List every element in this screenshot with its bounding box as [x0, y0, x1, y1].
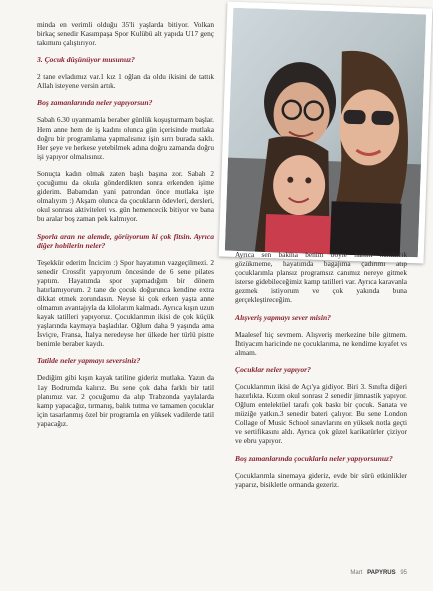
question-heading: Boş zamanlarında neler yapıyorsun? — [37, 98, 153, 108]
footer-brand: PAPYRUS — [367, 570, 396, 576]
family-selfie-photo — [219, 2, 433, 264]
paragraph: 2 tane evladımız var.1 kız 1 oğlan da oldu ikisini de tattık Allah isteyene versin artık. — [37, 72, 214, 91]
question-heading: 3. Çocuk düşünüyor musunuz? — [37, 55, 135, 65]
footer-month: Mart — [350, 570, 363, 576]
article-right-column — [235, 250, 407, 497]
paragraph: Maalesef hiç sevmem. Alışveriş merkezine bile gitmem. İhtiyacım haricinde ne çocuklarıma, ne kendime kıyafet vs almam. — [235, 329, 407, 357]
question-heading: Çocuklar neler yapıyor? — [235, 364, 311, 374]
question-heading: Boş zamanlarında çocuklarla neler yapıyorsunuz? — [235, 453, 393, 463]
paragraph: Ayrıca sen bakma benim böyle hanım hanımcık gözükmeme, hayatımda bagajıma çadırımı atıp çocuklarımla plansız programsız canımız nereye gitmek isterse gidebileceğimiz kamp tatilleri var. Ayrıca karavanla gezmek istiyorum ve çok yakında buna gerçekleştireceğim. — [235, 250, 407, 305]
page-number: 95 — [400, 570, 407, 576]
paragraph: Çocuklarımın ikisi de Açı'ya gidiyor. Biri 3. Sınıfta diğeri hazırlıkta. Kızım okul sonrası 2 senedir jimnastik yapıyor. Oğlum entelektüel tarafı çok baskı bir çocuk. Sanata ve müziğe yatkın.3 senedir bateri çalıyor. Bu sene London Collage of Music School sınavlarını en yüksek notla geçti ve sertifikasını aldı. Ayrıca çok güzel karikatürler çiziyor ve ebru yapıyor. — [235, 381, 407, 446]
paragraph: Dediğim gibi kışın kayak tatiline gideriz mutlaka. Yazın da 1ay Bodrumda kalırız. Bu sene çok daha farklı bir tatil planımız var. 2 çocuğumu da alıp Trabzonda yaylalarda kamp yapacağız, tırmanış, balık tutma ve tamamen çocuklar için tasarlanmış özel bir programla en yüksek vadilerde tatil yapacağız. — [37, 373, 214, 428]
question-heading: Alışveriş yapmayı sever misin? — [235, 312, 331, 322]
question-heading: Tatilde neler yapmayı seversiniz? — [37, 356, 141, 366]
paragraph: Teşekkür ederim İncicim :) Spor hayatımın vazgeçilmezi. 2 senedir Crossfit yapıyorum öncesinde de 6 sene pilates yaptım. Hayatımda spor yapmadığım bir dönem hatırlamıyorum. 2 tane de çocuk doğurunca kendine extra dikkat etmek zorundasın. Neyse ki çok erken yaşta anne olmamın avantajıyla da kilolarım kalmadı. Ayrıca kışın uzun kayak tatilleri yapıyoruz. Çocuklarımın ikisi de çok küçük yaşlarında kaymaya başladılar. Oğlum daha 9 yaşında ama İsviçre, Fransa, İtalya neredeyse her ülkede her türlü pistte benimle beraber kaydı. — [37, 257, 214, 349]
question-heading: Sporla aran ne alemde, görüyorum ki çok fitsin. Ayrıca diğer hobilerin neler? — [37, 231, 214, 250]
paragraph: Sabah 6.30 uyanmamla beraber günlük koşuşturmam başlar. Hem anne hem de iş kadını olunca gün içerisinde mutlaka doğru bir programlama yapmalısınız işin sırrı burada saklı. Her şeye ve herkese yetebilmek adına doğru zamanda doğru işi yapıyor olmalısınız. — [37, 115, 214, 161]
page-footer — [350, 570, 407, 576]
paragraph: Çocuklarımla sinemaya gideriz, evde bir sürü etkinlikler yaparız, bisikletle ormanda gezeriz. — [235, 470, 407, 489]
paragraph: Sonuçta kadın olmak zaten başlı başına zor. Sabah 2 çocuğumu da okula gönderdikten sonra erkenden işime giderim. Babamdan yani patrondan önce mutlaka işte olmalıyım :) Akşam olunca da çocukların ödevleri, dersleri, okul sonrası aktiviteleri vs. gün hemencecik bitiyor ve bana bu aralar boş zaman pek kalmıyor. — [37, 168, 214, 224]
article-left-column — [37, 20, 214, 436]
paragraph: minda en verimli olduğu 35'li yaşlarda bitiyor. Volkan birkaç senedir Kasımpaşa Spor Kulübü alt yapıda U17 genç takımını çalıştırıyor. — [37, 20, 214, 48]
photo-illustration — [225, 8, 426, 258]
